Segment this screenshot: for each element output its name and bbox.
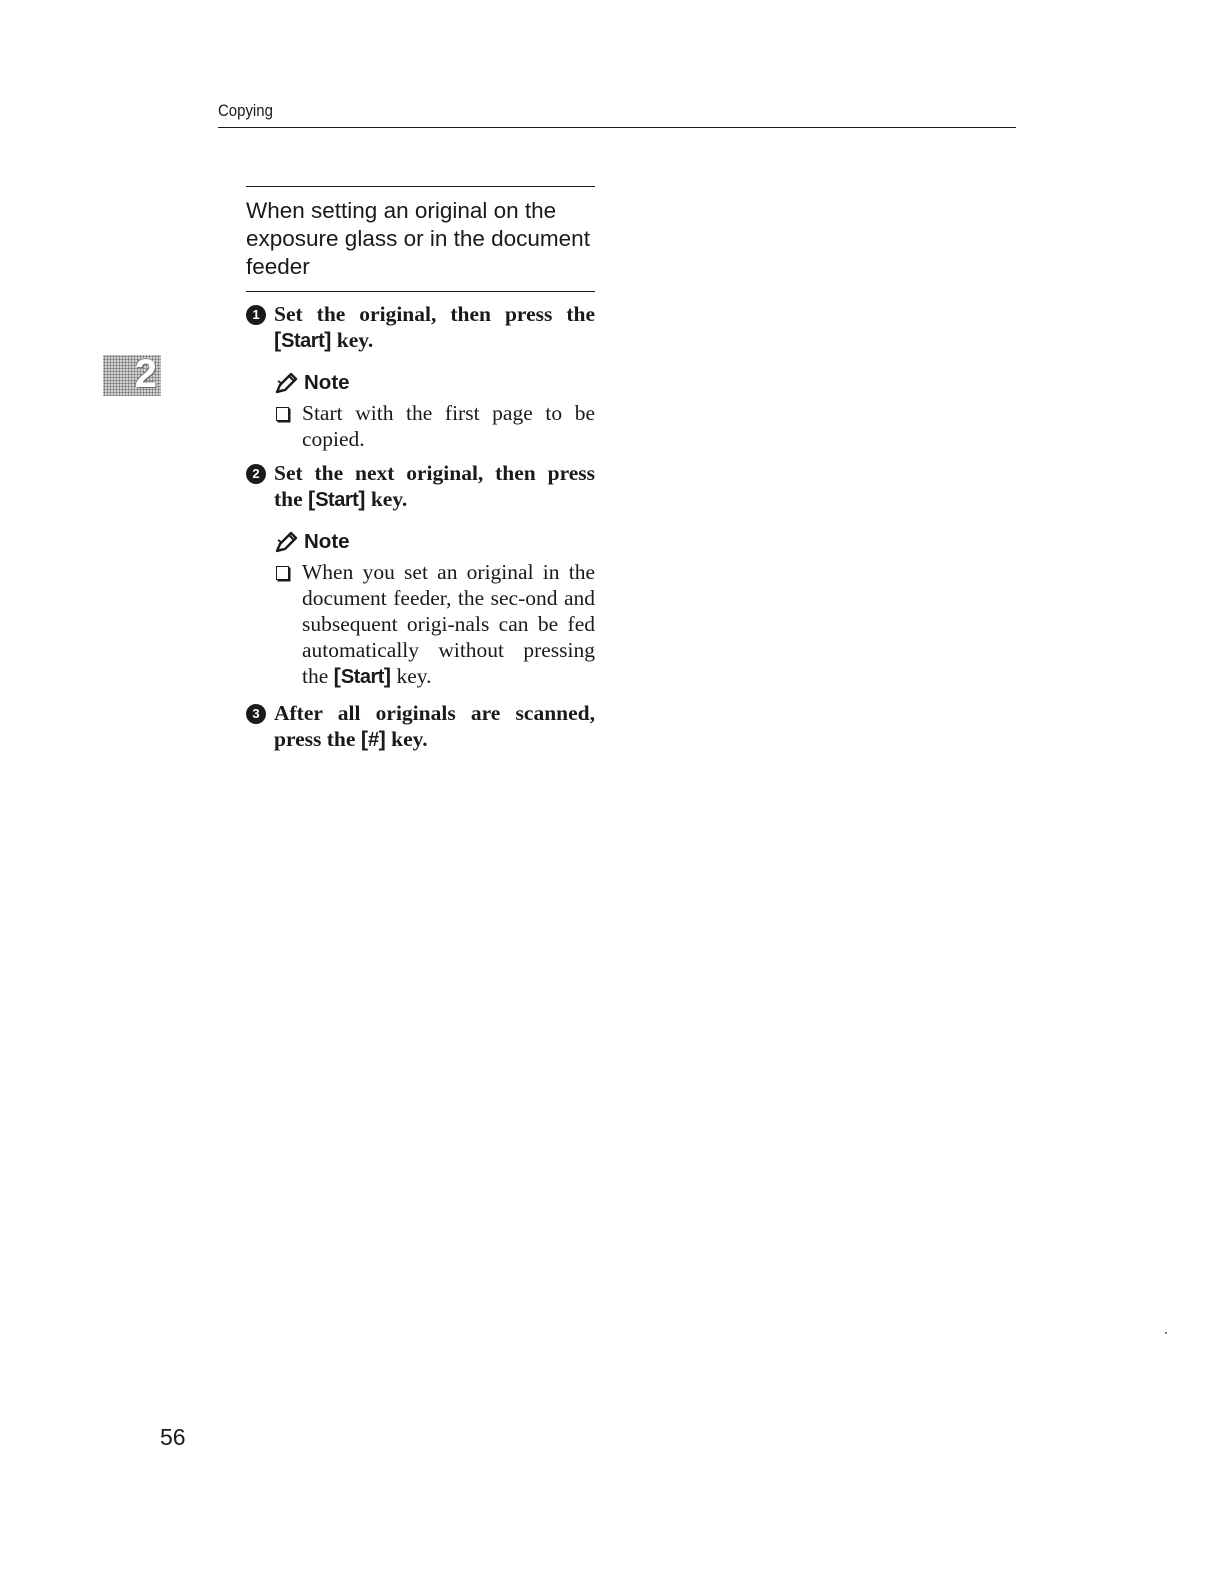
steps-list	[246, 301, 595, 753]
step-text-end: key.	[331, 328, 374, 352]
step-number-icon: 3	[246, 704, 266, 724]
note-block-1	[274, 370, 595, 452]
step-number-icon: 2	[246, 464, 266, 484]
pencil-icon	[274, 531, 300, 553]
chapter-tab-number: 2	[134, 355, 157, 396]
chapter-tab	[103, 355, 161, 396]
page-number: 56	[160, 1424, 186, 1450]
running-header	[218, 101, 1016, 128]
scan-speck	[1165, 1332, 1167, 1334]
checkbox-icon	[276, 407, 289, 421]
running-header-title: Copying	[218, 101, 273, 120]
note-item: When you set an original in the document feeder, the sec-ond and subsequent origi-nals can be fed automatically without pressing the [Start] key.	[274, 559, 595, 690]
start-key-label: Start	[315, 489, 359, 511]
start-key-label: Start	[281, 330, 325, 352]
note-title: Note	[274, 529, 595, 555]
hash-key-label: #	[367, 729, 379, 751]
step-2: 2 Set the next original, then press the [Start] key.	[246, 460, 595, 513]
step-text-end: key.	[365, 487, 408, 511]
note-block-2	[274, 529, 595, 690]
step-text-end: key.	[385, 727, 428, 751]
step-text: Set the next original, then press the	[274, 461, 595, 511]
step-1: 1 Set the original, then press the [Start] key.	[246, 301, 595, 354]
start-key-label: Start	[340, 666, 384, 688]
step-text: After all originals are scanned, press the	[274, 701, 595, 751]
step-text: Set the original, then press the	[274, 302, 595, 326]
step-number-icon: 1	[246, 305, 266, 325]
pencil-icon	[274, 372, 300, 394]
note-item: Start with the first page to be copied.	[274, 400, 595, 452]
note-title: Note	[274, 370, 595, 396]
step-3: 3 After all originals are scanned, press the [#] key.	[246, 700, 595, 753]
section-heading: When setting an original on the exposure glass or in the document feeder	[246, 186, 595, 292]
checkbox-icon	[276, 566, 289, 580]
